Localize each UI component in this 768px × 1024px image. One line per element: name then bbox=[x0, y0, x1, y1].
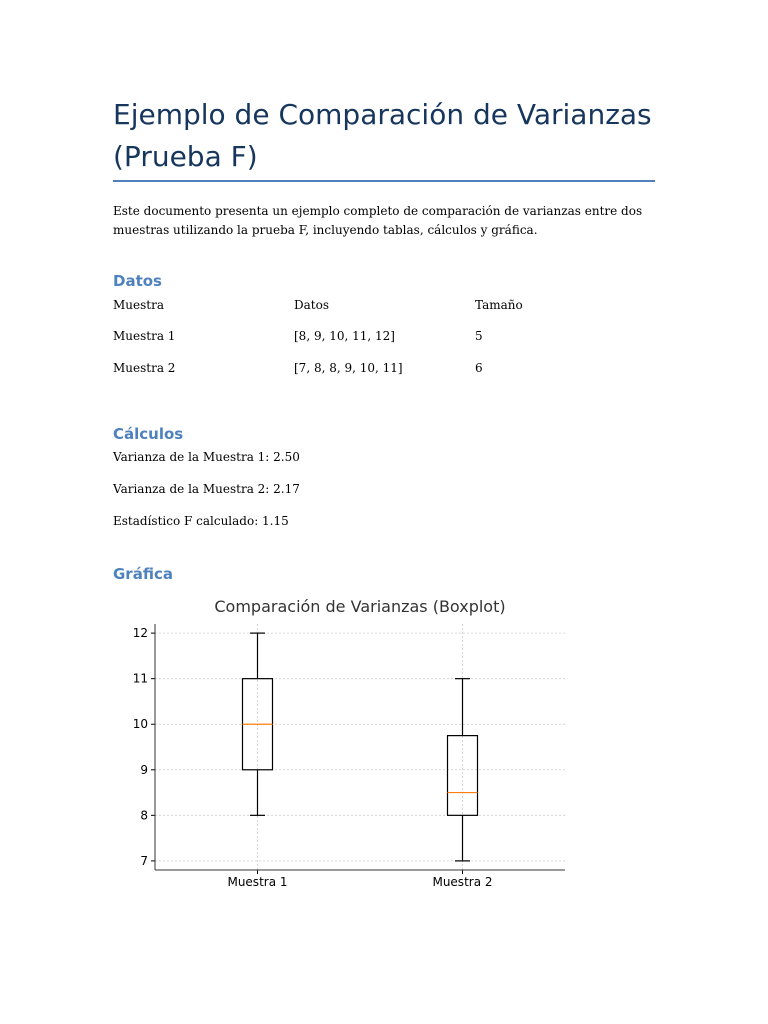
table-header-muestra: Muestra bbox=[113, 298, 164, 312]
table-cell-sample-size: 6 bbox=[475, 361, 483, 375]
table-cell-sample-name: Muestra 2 bbox=[113, 361, 176, 375]
variance-sample-1: Varianza de la Muestra 1: 2.50 bbox=[113, 450, 300, 464]
y-tick-label: 11 bbox=[132, 671, 148, 686]
box-iqr bbox=[448, 736, 478, 816]
variance-sample-2: Varianza de la Muestra 2: 2.17 bbox=[113, 482, 300, 496]
table-header-datos: Datos bbox=[294, 298, 329, 312]
document-title: Ejemplo de Comparación de Varianzas (Prueba F) bbox=[113, 98, 652, 173]
x-tick-label: Muestra 2 bbox=[432, 875, 493, 889]
intro-paragraph: Este documento presenta un ejemplo completo de comparación de varianzas entre dos muestras utilizando la prueba F, incluyendo tablas, cálculos y gráfica. bbox=[113, 204, 643, 237]
y-tick-label: 9 bbox=[140, 762, 148, 777]
chart-title: Comparación de Varianzas (Boxplot) bbox=[214, 597, 506, 616]
table-cell-sample-data: [7, 8, 8, 9, 10, 11] bbox=[294, 361, 403, 375]
table-cell-sample-name: Muestra 1 bbox=[113, 329, 176, 343]
heading-grafica: Gráfica bbox=[113, 565, 173, 583]
f-statistic: Estadístico F calculado: 1.15 bbox=[113, 514, 289, 528]
table-header-tamano: Tamaño bbox=[475, 298, 523, 312]
heading-datos: Datos bbox=[113, 272, 162, 290]
table-cell-sample-size: 5 bbox=[475, 329, 483, 343]
y-tick-label: 7 bbox=[140, 853, 148, 868]
x-tick-label: Muestra 1 bbox=[227, 875, 288, 889]
y-tick-label: 10 bbox=[132, 717, 148, 732]
heading-calculos: Cálculos bbox=[113, 425, 184, 443]
y-tick-label: 8 bbox=[140, 808, 148, 823]
boxplot-chart bbox=[113, 588, 577, 896]
y-tick-label: 12 bbox=[132, 626, 148, 641]
table-cell-sample-data: [8, 9, 10, 11, 12] bbox=[294, 329, 395, 343]
title-divider bbox=[113, 180, 655, 182]
